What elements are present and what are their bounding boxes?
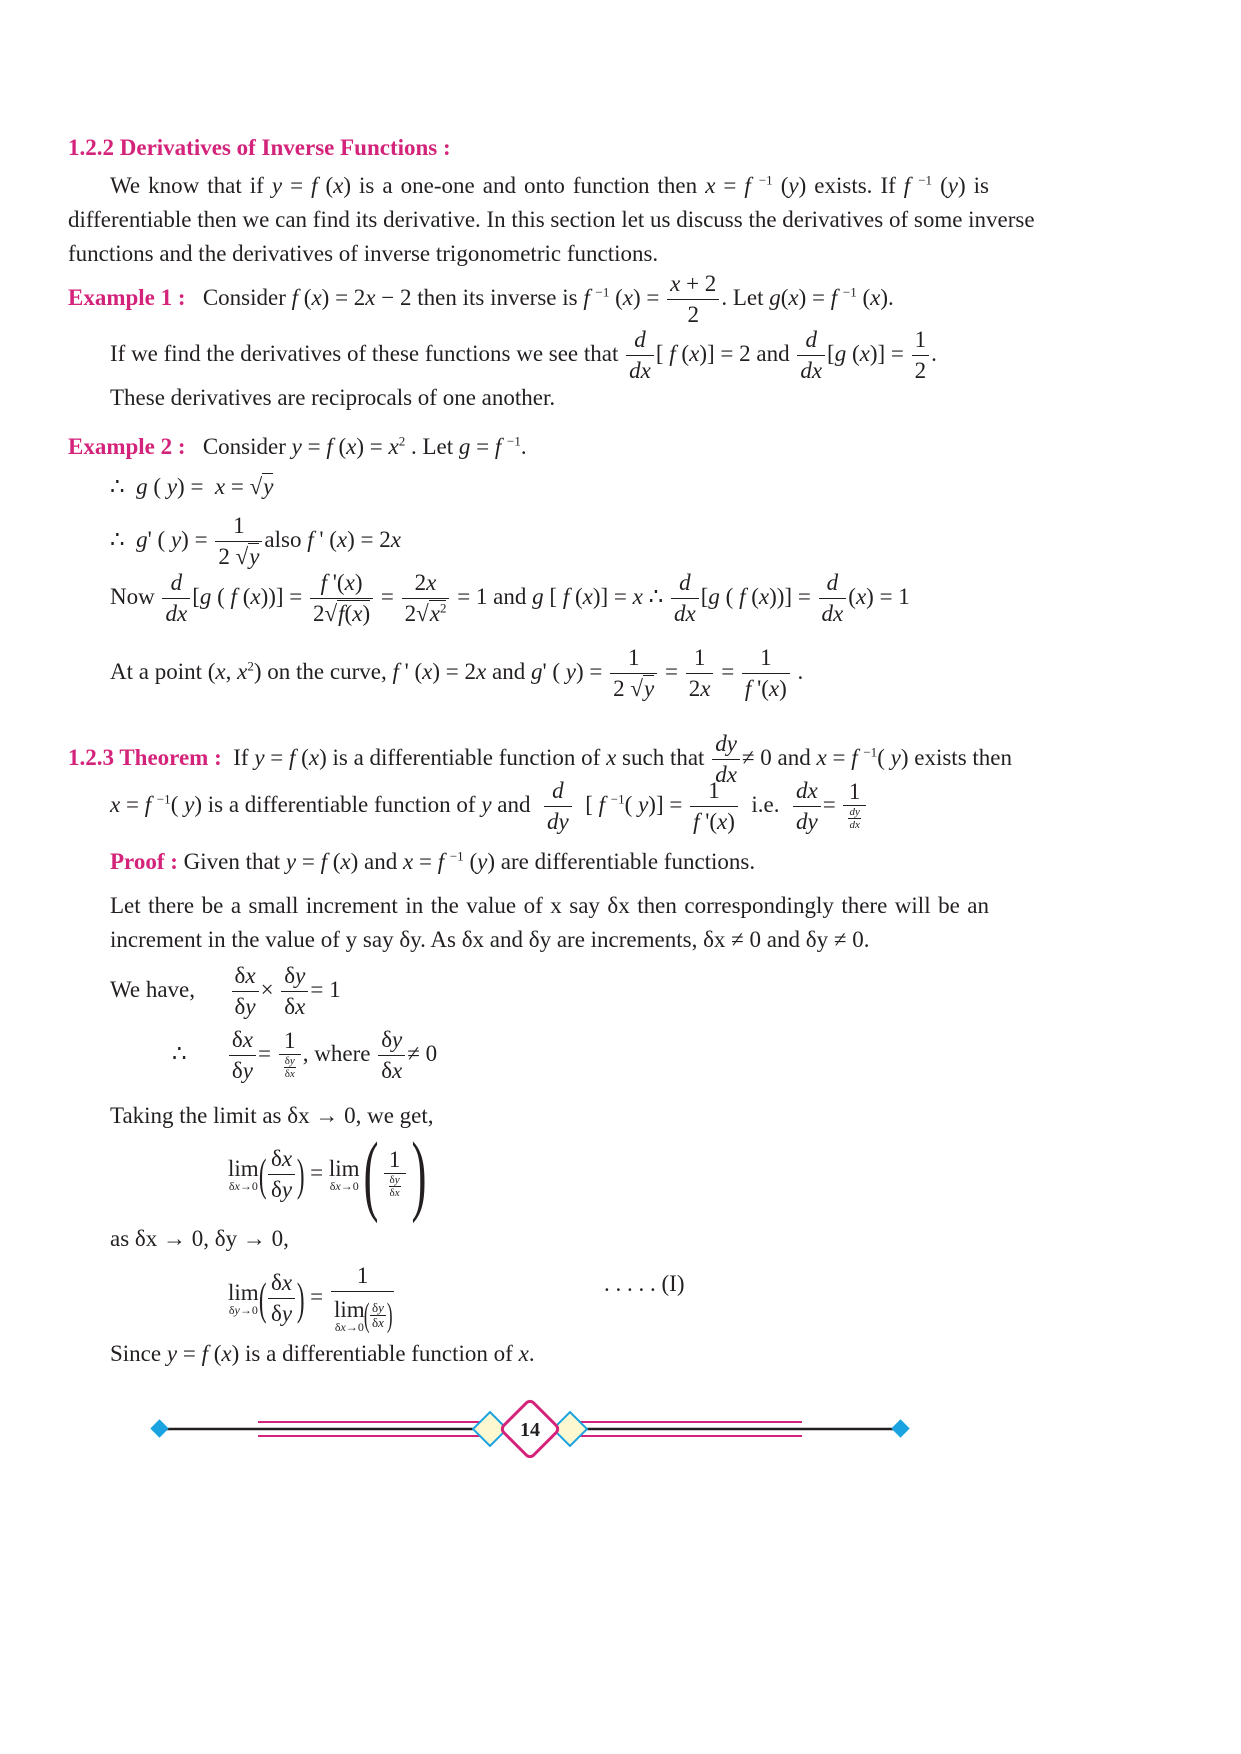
example-2-line-5: At a point (x, $x^2$) on the curve, f ' (x) = 2x and g' ( y) = $\frac{1}{2 √y}$ = $\frac{1}{2x}$ = $\frac{1}{f '(x)}$ . (110, 640, 803, 704)
fraction: $\frac{\delta y}{\delta x}$ (378, 1025, 405, 1086)
fraction: $\frac{d}{dx}$ (797, 325, 825, 386)
fraction: $\frac{1}{f '(x)}$ (742, 643, 790, 704)
example-1-line-1: Example 1 : Consider f (x) = 2x − 2 then its inverse is f $^{-1}$ (x) = $\frac{x + 2}{2}$ . Let g(x) = f $^{-1}$ (x). (68, 266, 894, 330)
fraction: $\frac{\delta y}{\delta x}$ (389, 1174, 400, 1200)
fraction: 1 lim δx→0 ( $\frac{\delta y}{\delta x}$ ) (331, 1261, 395, 1336)
fraction: $\frac{\delta x}{\delta y}$ (229, 1025, 256, 1086)
fraction: $\frac{1}{2x}$ (686, 643, 714, 704)
example-2-line-2: ∴ g ( y) = x = √y (110, 474, 274, 499)
fraction: $\frac{1}{2 √y}$ (610, 643, 657, 704)
example-2-line-4: Now $\frac{d}{dx}$ [g ( f (x))] = $\frac{f '(x)}{2√f(x)}$ = $\frac{2x}{2√x^2}$ = 1 and g [ f (x)] = x ∴ $\frac{d}{dx}$ [g ( f (x))] = $\frac{d}{dx}$ (x) = 1 (110, 564, 910, 630)
limit-equation-2: lim δy→0 ( $\frac{\delta x}{\delta y}$ ) = 1 lim δx→0 ( $\frac{\delta y}{\delta x}$ ) (228, 1252, 396, 1342)
limit-operator: lim δx→0 (328, 1155, 360, 1193)
fraction: $\frac{1}{\frac{dy}{dx}}$ (843, 779, 865, 831)
fraction: $\frac{2x}{2√x^2}$ (402, 568, 450, 629)
proof-line-3: increment in the value of y say δy. As δx and δy are increments, δx ≠ 0 and δy ≠ 0. (110, 927, 870, 952)
theorem-label: 1.2.3 Theorem : (68, 745, 222, 770)
fraction: $\frac{\delta y}{\delta x}$ (284, 1055, 295, 1081)
we-have-line: We have, $\frac{\delta x}{\delta y}$ × $\frac{\delta y}{\delta x}$ = 1 (110, 958, 341, 1022)
example-1-line-2: If we find the derivatives of these functions we see that $\frac{d}{dx}$ [ f (x)] = 2 and $\frac{d}{dx}$ [g (x)] = $\frac{1}{2}$ . (110, 322, 937, 386)
fraction: $\frac{d}{dx}$ (819, 568, 847, 629)
example-2-label: Example 2 : (68, 434, 186, 459)
footer-blue-diamond (150, 1419, 168, 1437)
therefore-line: ∴ $\frac{\delta x}{\delta y}$ = $\frac{1}{\frac{\delta y}{\delta x}}$ , where $\frac{\delta y}{\delta x}$ ≠ 0 (172, 1022, 437, 1086)
fraction: $\frac{d}{dx}$ (626, 325, 654, 386)
equation-label-I: . . . . . (I) (604, 1271, 685, 1296)
fraction: $\frac{\delta y}{\delta x}$ (281, 961, 308, 1022)
fraction: $\frac{1}{\frac{\delta y}{\delta x}}$ (384, 1147, 406, 1199)
fraction: $\frac{dy}{dx}$ (712, 729, 740, 790)
example-1-line-3: These derivatives are reciprocals of one another. (110, 385, 556, 410)
intro-line-3: functions and the derivatives of inverse trigonometric functions. (68, 241, 659, 266)
fraction: $\frac{dx}{dy}$ (793, 776, 821, 837)
fraction: $\frac{\delta x}{\delta y}$ (268, 1268, 295, 1329)
fraction: $\frac{\delta x}{\delta y}$ (268, 1144, 295, 1205)
fraction: $\frac{1}{2}$ (912, 325, 930, 386)
as-delta-line: as δx → 0, δy → 0, (110, 1226, 289, 1251)
since-line: Since y = f (x) is a differentiable function of x. (110, 1341, 535, 1366)
fraction: $\frac{\delta y}{\delta x}$ (372, 1300, 384, 1331)
theorem-line-1: 1.2.3 Theorem : If y = f (x) is a differentiable function of x such that $\frac{dy}{dx}$ ≠ 0 and x = f $^{-1}$( y) exists then (68, 726, 1012, 790)
fraction: $\frac{\delta x}{\delta y}$ (232, 961, 259, 1022)
fraction: $\frac{x + 2}{2}$ (667, 269, 719, 330)
intro-line-2: differentiable then we can find its derivative. In this section let us discuss the derivatives of some inverse (68, 207, 1035, 232)
footer-blue-diamond (891, 1419, 909, 1437)
example-2-line-3: ∴ g' ( y) = $\frac{1}{2 √y}$ also f ' (x) = 2x (110, 508, 401, 572)
page-number: 14 (520, 1419, 540, 1441)
taking-limit-line: Taking the limit as δx → 0, we get, (110, 1103, 434, 1128)
limit-equation-1: lim δx→0 ( $\frac{\delta x}{\delta y}$ ) = lim δx→0 ( $\frac{1}{\frac{\delta y}{\delta x}}$ ) (228, 1124, 427, 1224)
proof-label: Proof : (110, 849, 178, 874)
fraction: $\frac{1}{f '(x)}$ (690, 776, 738, 837)
limit-operator: lim δx→0 (334, 1296, 365, 1334)
example-2-line-1: Example 2 : Consider y = f $(x) = x^2$ . Let g = f $^{-1}$. (68, 433, 527, 459)
section-heading: 1.2.2 Derivatives of Inverse Functions : (68, 135, 451, 160)
fraction: $\frac{1}{2 √y}$ (215, 511, 262, 572)
fraction: $\frac{1}{\frac{\delta y}{\delta x}}$ (279, 1028, 301, 1080)
limit-operator: lim δx→0 (228, 1155, 259, 1193)
limit-operator: lim δy→0 (228, 1279, 259, 1317)
fraction: $\frac{d}{dx}$ (162, 568, 190, 629)
fraction: $\frac{f '(x)}{2√f(x)}$ (310, 568, 373, 629)
fraction: $\frac{d}{dx}$ (671, 568, 699, 629)
intro-line-1: We know that if y = f (x) is a one-one and onto function then x = f $^{-1}$ (y) exists. If f $^{-1}$ (y) is (110, 172, 989, 198)
proof-line-2: Let there be a small increment in the value of x say δx then correspondingly there will be an (110, 893, 989, 918)
fraction: $\frac{d}{dy}$ (544, 776, 572, 837)
theorem-line-2: x = f $^{-1}$( y) is a differentiable function of y and $\frac{d}{dy}$ [ f $^{-1}$( y)] = $\frac{1}{f '(x)}$ i.e. $\frac{dx}{dy}$ = $\frac{1}{\frac{dy}{dx}}$ (110, 770, 868, 840)
fraction: $\frac{dy}{dx}$ (849, 806, 860, 832)
proof-line-1: Proof : Given that y = f (x) and x = f $^{-1}$ (y) are differentiable functions. (110, 848, 756, 874)
example-1-label: Example 1 : (68, 285, 186, 310)
